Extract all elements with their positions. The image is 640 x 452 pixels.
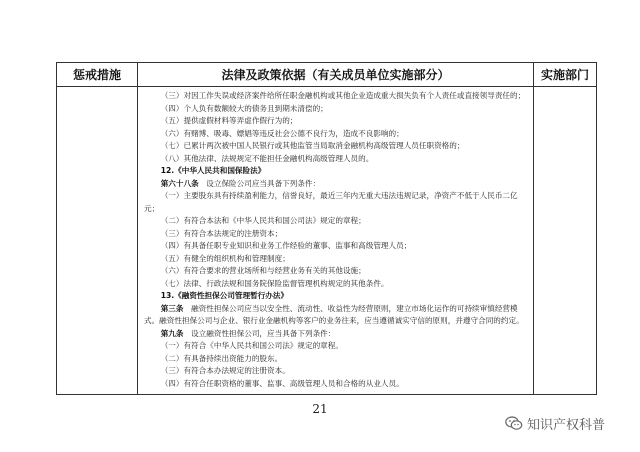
header-department: 实施部门	[534, 63, 597, 87]
list-item: （三）有符合本法规定的注册资本；	[160, 228, 283, 238]
legal-basis-cell	[138, 87, 534, 395]
article-label: 第九条	[160, 328, 184, 338]
article-label: 第三条	[160, 303, 184, 313]
law-heading: 12.《中华人民共和国保险法》	[160, 166, 266, 175]
policy-table	[56, 62, 597, 395]
list-item: （三）有符合本办法规定的注册资本。	[160, 366, 290, 375]
article-text: 融资性担保公司应当以安全性、流动性、收益性为经营原则，建立市场化运作的可持续审慎经营模式。融资性担保公司与企业、银行业金融机构等客户的业务往来，应当遵循诚实守信的原则，并遵守合同的约定。	[144, 303, 524, 325]
article-paragraph	[144, 303, 529, 328]
table-header-row	[57, 63, 597, 87]
list-item: （三）对因工作失误或经济案件给所任职金融机构或其他企业造成重大损失负有个人责任或直接领导责任的；	[160, 91, 526, 100]
article-gap	[184, 304, 192, 313]
list-item: （七）已累计两次被中国人民银行或其他监管当局取消金融机构高级管理人员任职资格的；	[160, 141, 465, 150]
list-item: （四）有具备任职专业知识和业务工作经验的董事、监事和高级管理人员；	[160, 241, 412, 250]
list-item: （六）有赌博、吸毒、嫖娼等违反社会公德不良行为，造成不良影响的；	[160, 128, 404, 138]
department-cell	[534, 87, 597, 395]
list-item: （六）有符合要求的营业场所和与经营业务有关的其他设施；	[160, 266, 366, 275]
list-item: （五）有健全的组织机构和管理制度；	[160, 253, 290, 263]
list-item: （一）主要股东具有持续盈利能力，信誉良好，最近三年内无重大违法违规记录，净资产不低于人民币二亿元；	[144, 191, 518, 213]
article-paragraph	[144, 328, 529, 341]
measures-cell	[57, 87, 138, 395]
wechat-icon	[505, 416, 523, 431]
list-item: （一）有符合《中华人民共和国公司法》规定的章程。	[160, 341, 343, 350]
article-text: 设立保险公司应当具备下列条件：	[206, 178, 321, 188]
list-item: （五）提供虚假材料等弄虚作假行为的；	[160, 116, 298, 125]
list-item: （四）个人负有数额较大的债务且到期未清偿的；	[160, 103, 328, 113]
page-number: 21	[312, 402, 328, 416]
list-item: （四）有符合任职资格的董事、监事、高级管理人员和合格的从业人员。	[160, 378, 404, 388]
law-heading: 13.《融资性担保公司管理暂行办法》	[160, 291, 289, 300]
list-item: （二）有符合本法和《中华人民共和国公司法》规定的章程；	[160, 216, 366, 225]
article-label: 第六十八条	[160, 178, 199, 188]
article-text: 设立融资性担保公司，应当具备下列条件：	[191, 328, 336, 338]
watermark	[505, 414, 605, 433]
table-row	[57, 87, 597, 395]
article-paragraph	[144, 178, 529, 191]
article-gap	[184, 329, 192, 338]
header-measures: 惩戒措施	[57, 63, 138, 87]
legal-basis-content	[138, 87, 533, 394]
header-legal-basis: 法律及政策依据（有关成员单位实施部分）	[138, 63, 534, 87]
watermark-text: 知识产权科普	[527, 418, 606, 433]
list-item: （八）其他法律、法规规定不能担任金融机构高级管理人员的。	[160, 153, 374, 163]
list-item: （二）有具备持续出资能力的股东。	[160, 353, 283, 363]
list-item: （七）法律、行政法规和国务院保险监督管理机构规定的其他条件。	[160, 278, 389, 288]
